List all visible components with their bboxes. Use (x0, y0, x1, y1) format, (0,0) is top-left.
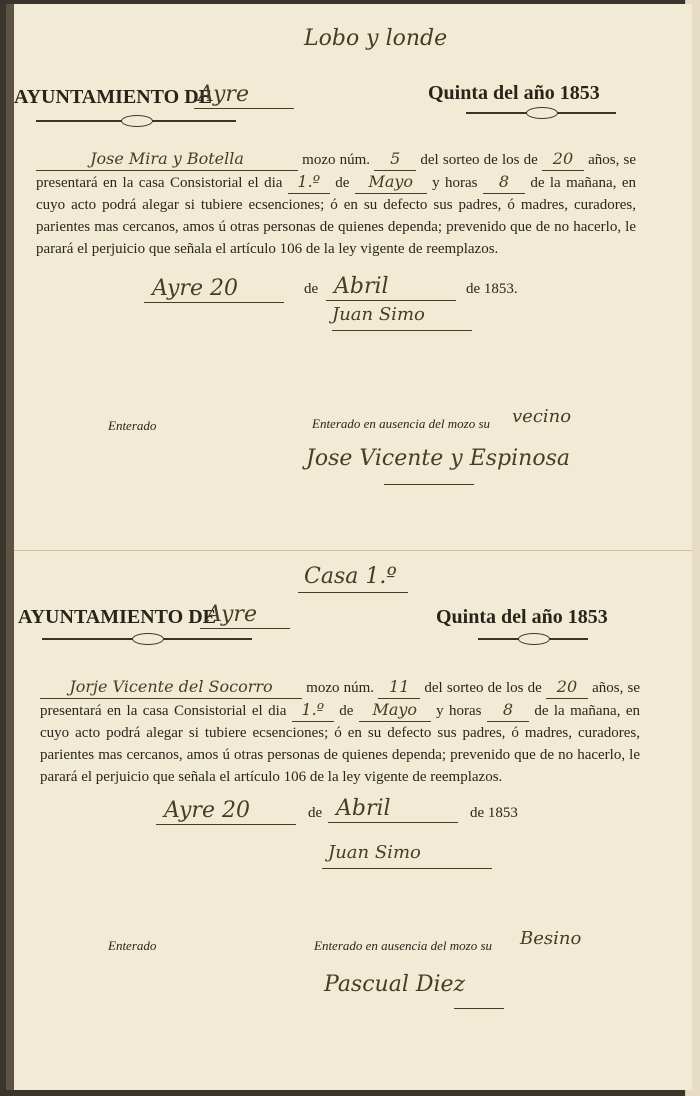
header-right-2: Quinta del año 1853 (436, 606, 608, 628)
mozo-label: mozo núm. (302, 152, 371, 168)
annotation-underline (298, 592, 408, 593)
date-year-2: de 1853 (470, 805, 518, 821)
relation-value-2: Besino (520, 928, 582, 949)
date-month: Abril (334, 274, 389, 299)
mozo-number: 5 (374, 148, 416, 171)
text-body: de la mañana, en cuyo acto podrá alegar si tubiere ecsenciones; ó en su defecto sus padres, ó madres, curadores, parientes mas cercanos, amos ú otras personas de quienes dependa; prevenido que de no hacerlo, le parará el perjuicio que señala el artículo 106 de la ley vigente de reemplazos. (36, 175, 637, 257)
witness-flourish-2 (454, 1008, 504, 1009)
age-value-2: 20 (546, 676, 588, 699)
text-horas: y horas (432, 175, 478, 191)
header-left: AYUNTAMIENTO DE (14, 86, 212, 108)
month-value-2: Mayo (359, 699, 431, 722)
ornament-left (36, 120, 236, 122)
top-annotation: Lobo y londe (304, 26, 448, 51)
section-annotation: Casa 1.º (304, 564, 397, 589)
town-name: Ayre (198, 82, 249, 107)
ornament-right-2 (478, 638, 588, 640)
text-de: de (523, 152, 538, 168)
official-signature: Juan Simo (332, 304, 425, 325)
mozo-number-2: 11 (378, 676, 420, 699)
signature-flourish (332, 330, 472, 331)
text-body-2: de la mañana, en cuyo acto podrá alegar si tubiere ecsenciones; ó en su defecto sus padres, ó madres, curadores, parientes mas cercanos, amos ú otras personas de quienes dependa; prevenido que de no hacerlo, le parará el perjuicio que señala el artículo 106 de la ley vigente de reemplazos. (40, 703, 641, 785)
text-presentara: años, se presentará en la casa Consistorial el dia (36, 152, 637, 191)
text-sorteo: del sorteo de los (420, 152, 520, 168)
person-name: Jose Mira y Botella (36, 148, 298, 171)
summons-text (36, 148, 636, 260)
date-year: de 1853. (466, 281, 518, 297)
hour-value-2: 8 (487, 699, 529, 722)
enterado-label-2: Enterado (108, 938, 157, 953)
date-underline (144, 302, 284, 303)
date-month-2: Abril (336, 796, 391, 821)
day-value: 1.º (288, 171, 330, 194)
person-name-2: Jorje Vicente del Socorro (40, 676, 302, 699)
month-underline-2 (328, 822, 458, 823)
month-value: Mayo (355, 171, 427, 194)
header-left-2: AYUNTAMIENTO DE (18, 606, 216, 628)
text-de-3: de (527, 680, 542, 696)
hour-value: 8 (483, 171, 525, 194)
date-place: Ayre 20 (152, 276, 238, 301)
text-sorteo-2: del sorteo de los (424, 680, 524, 696)
day-value-2: 1.º (292, 699, 334, 722)
document-page (6, 4, 692, 1090)
enterado-ausencia-label: Enterado en ausencia del mozo su (312, 416, 491, 431)
town-underline-2 (200, 628, 290, 629)
ornament-right (466, 112, 616, 114)
page-fold-line (14, 550, 692, 551)
text-de-4: de (339, 703, 354, 719)
ornament-left-2 (42, 638, 252, 640)
date-place-2: Ayre 20 (164, 798, 250, 823)
witness-signature-2: Pascual Diez (324, 972, 466, 997)
town-underline (194, 108, 294, 109)
text-presentara-2: años, se presentará en la casa Consistorial el dia (40, 680, 641, 719)
town-name-2: Ayre (206, 602, 257, 627)
witness-signature: Jose Vicente y Espinosa (306, 446, 570, 471)
age-value: 20 (542, 148, 584, 171)
month-underline (326, 300, 456, 301)
header-right: Quinta del año 1853 (428, 82, 600, 104)
summons-text-2 (40, 676, 640, 788)
date-underline-2 (156, 824, 296, 825)
mozo-label-2: mozo núm. (306, 680, 375, 696)
text-horas-2: y horas (436, 703, 482, 719)
enterado-label: Enterado (108, 418, 157, 433)
signature-flourish-2 (322, 868, 492, 869)
date-de: de (304, 281, 319, 297)
enterado-ausencia-label-2: Enterado en ausencia del mozo su (314, 938, 493, 953)
text-de-2: de (335, 175, 350, 191)
relation-value: vecino (512, 406, 572, 427)
date-de-2: de (308, 805, 323, 821)
official-signature-2: Juan Simo (328, 842, 421, 863)
witness-flourish (384, 484, 474, 485)
